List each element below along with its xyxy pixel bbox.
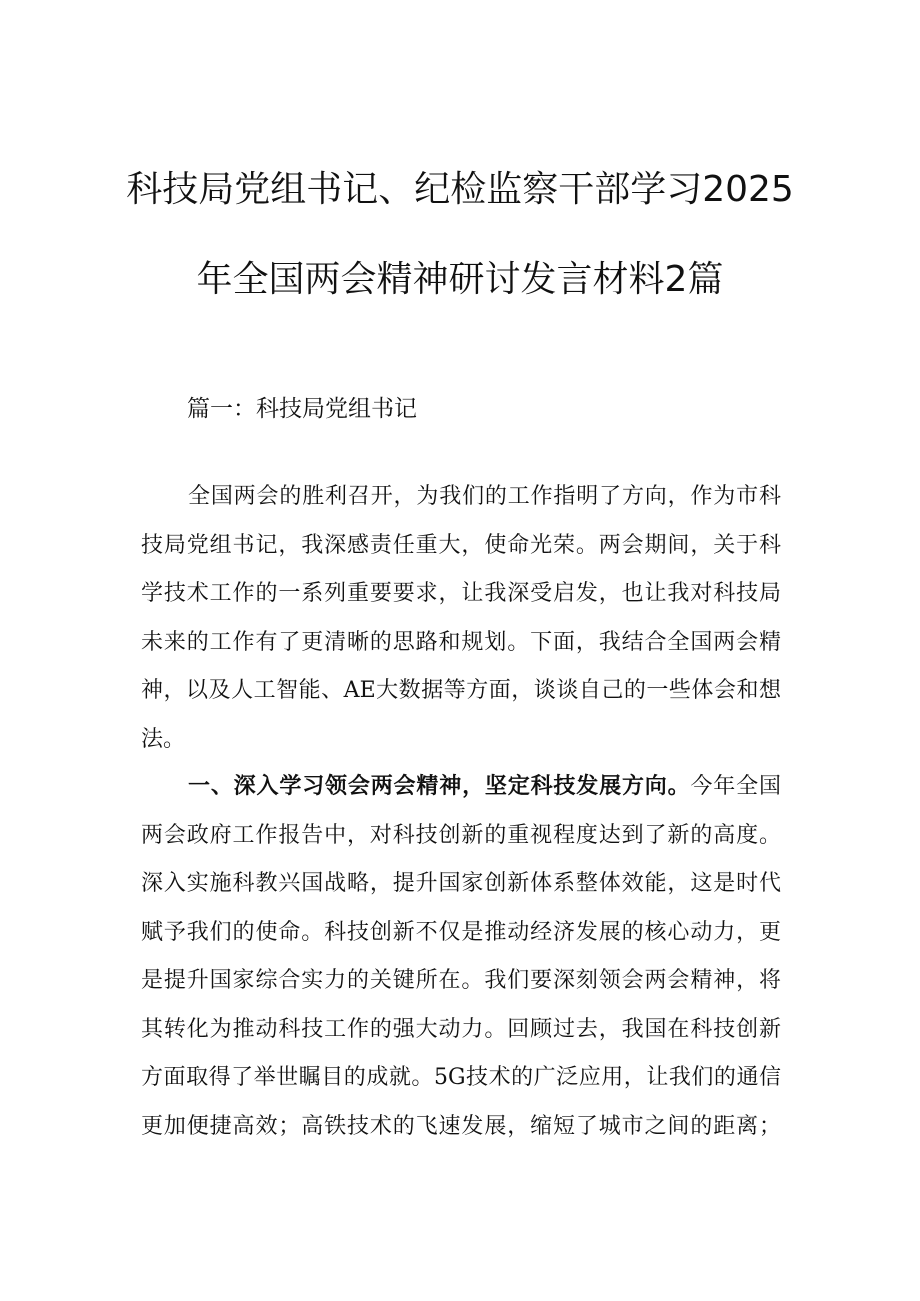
paragraph-1: [141, 473, 781, 764]
document-title-line-1: 科技局党组书记、纪检监察干部学习2025: [126, 169, 794, 210]
section-heading: 篇一：科技局党组书记: [187, 396, 417, 422]
paragraph-2-line: 方面取得了举世瞩目的成就。5G技术的广泛应用，让我们的通信: [141, 1065, 781, 1090]
paragraph-1-line: 神，以及人工智能、AE大数据等方面，谈谈自己的一些体会和想: [141, 678, 781, 703]
paragraph-2-first-line-rest: 今年全国: [690, 774, 781, 799]
paragraph-1-line: 全国两会的胜利召开，为我们的工作指明了方向，作为市科: [188, 484, 781, 509]
paragraph-1-line: 学技术工作的一系列重要要求，让我深受启发，也让我对科技局: [141, 581, 781, 606]
paragraph-2: [141, 763, 781, 1151]
paragraph-1-line: 技局党组书记，我深感责任重大，使命光荣。两会期间，关于科: [141, 532, 781, 558]
paragraph-2-line: 更加便捷高效；高铁技术的飞速发展，缩短了城市之间的距离；: [141, 1113, 781, 1139]
paragraph-1-line: 未来的工作有了更清晰的思路和规划。下面，我结合全国两会精: [141, 629, 781, 655]
paragraph-2-bold-lead: 一、深入学习领会两会精神，坚定科技发展方向。: [188, 774, 691, 799]
document-title-line-2: 年全国两会精神研讨发言材料2篇: [196, 259, 724, 300]
paragraph-2-line: 是提升国家综合实力的关键所在。我们要深刻领会两会精神，将: [141, 968, 781, 993]
paragraph-2-line: 其转化为推动科技工作的强大动力。回顾过去，我国在科技创新: [141, 1016, 781, 1042]
paragraph-2-first-line: [141, 763, 781, 812]
paragraph-2-line: 深入实施科教兴国战略，提升国家创新体系整体效能，这是时代: [141, 871, 781, 896]
paragraph-2-line: 两会政府工作报告中，对科技创新的重视程度达到了新的高度。: [141, 822, 781, 848]
paragraph-1-line: 法。: [141, 726, 186, 752]
paragraph-2-line: 赋予我们的使命。科技创新不仅是推动经济发展的核心动力，更: [141, 919, 781, 945]
